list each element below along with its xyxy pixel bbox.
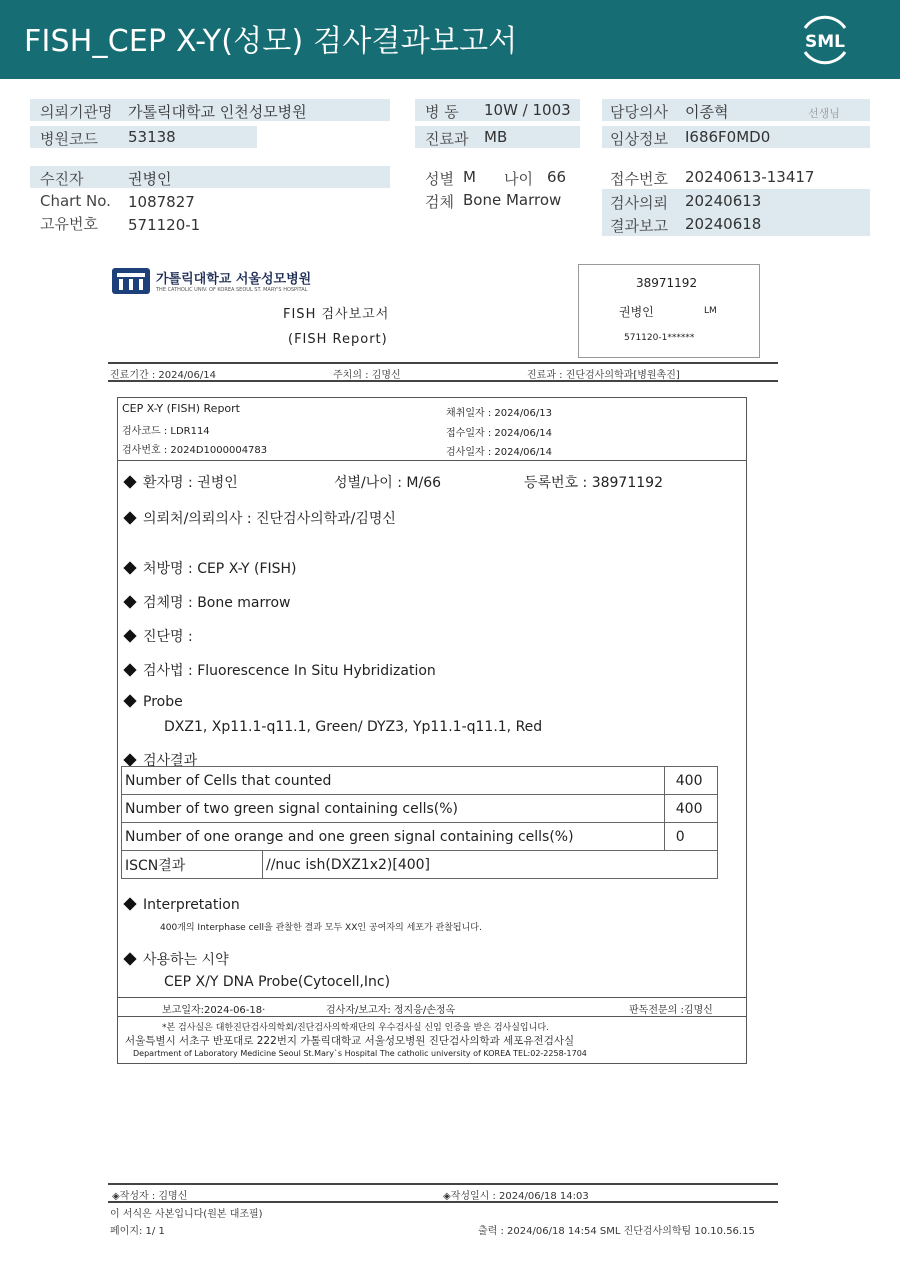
- sex-value: M: [463, 168, 476, 186]
- receipt-date: 접수일자 : 2024/06/14: [446, 428, 553, 439]
- request-label: 검사의뢰: [610, 194, 668, 212]
- prescription-text: 처방명 : CEP X-Y (FISH): [143, 561, 297, 577]
- report-header-rule: [117, 460, 747, 461]
- iscn-value-cell: //nuc ish(DXZ1x2)[400]: [263, 851, 718, 879]
- report-sign-rule: [117, 997, 747, 998]
- interp-text: 400개의 Interphase cell을 관찰한 결과 모두 XX인 공여자의 세포가 관찰됩니다.: [160, 923, 482, 933]
- specimen-text: 검체명 : Bone marrow: [143, 595, 291, 611]
- collect-date: 채취일자 : 2024/06/13: [446, 408, 553, 419]
- dept-label: 진료과: [425, 130, 469, 148]
- scan-mid-rule: [108, 380, 778, 382]
- diamond-bullet-icon: [123, 595, 136, 608]
- chart-value: 1087827: [128, 193, 195, 211]
- chart-label: Chart No.: [40, 192, 111, 210]
- diagnosis-line: [124, 626, 193, 646]
- age-label: 나이: [504, 170, 533, 188]
- specimen-label: 검체: [425, 193, 454, 211]
- hospital-eng: THE CATHOLIC UNIV. OF KOREA SEOUL ST. MARY'S HOSPITAL: [156, 287, 308, 293]
- result-value-cell: 400: [664, 795, 717, 823]
- writer: ◈작성자 : 김명신: [112, 1191, 188, 1202]
- diamond-bullet-icon: [123, 753, 136, 766]
- sex-label: 성별: [425, 170, 454, 188]
- referrer-line: [124, 508, 396, 528]
- patient-bar: [30, 166, 390, 188]
- doc-subtitle: (FISH Report): [288, 332, 388, 347]
- specimen-line: [124, 592, 291, 612]
- probe-desc: DXZ1, Xp11.1-q11.1, Green/ DYZ3, Yp11.1-q11.1, Red: [164, 719, 543, 735]
- method-line: [124, 660, 436, 680]
- diagnosis-text: 진단명 :: [143, 629, 193, 645]
- cert-text: *본 검사실은 대한진단검사의학회/진단검사의학재단의 우수검사실 신임 인증을 받은 검사실입니다.: [162, 1023, 549, 1033]
- result-title-text: 검사결과: [143, 753, 198, 769]
- ward-value: 10W / 1003: [484, 101, 571, 119]
- report-cert-rule: [117, 1016, 747, 1017]
- diamond-bullet-icon: [123, 663, 136, 676]
- method-text: 검사법 : Fluorescence In Situ Hybridization: [143, 663, 436, 679]
- address-eng: Department of Laboratory Medicine Seoul St.Mary`s Hospital The catholic university of KOREA TEL:02-2258-1704: [133, 1049, 587, 1058]
- footer-top-rule: [108, 1183, 778, 1185]
- svg-text:SML: SML: [805, 32, 845, 52]
- age-value: 66: [547, 168, 567, 186]
- box-reg-no: 38971192: [636, 276, 698, 290]
- diamond-bullet-icon: [123, 561, 136, 574]
- printed-info: 출력 : 2024/06/18 14:54 SML 진단검사의학팀 10.10.56.15: [478, 1226, 755, 1237]
- test-no: 검사번호 : 2024D1000004783: [122, 445, 268, 456]
- clinical-value: I686F0MD0: [685, 128, 771, 146]
- box-name: 권병인: [619, 305, 654, 319]
- box-flag: LM: [704, 306, 717, 316]
- test-date: 검사일자 : 2024/06/14: [446, 447, 553, 458]
- box-id: 571120-1******: [624, 333, 695, 343]
- referrer-text: 의뢰처/의뢰의사 : 진단검사의학과/김명신: [143, 511, 396, 527]
- scan-top-rule: [108, 362, 778, 364]
- specimen-value: Bone Marrow: [463, 191, 562, 209]
- doc-title: FISH 검사보고서: [283, 307, 390, 322]
- table-row: [122, 767, 718, 795]
- hosp-code-value: 53138: [128, 128, 176, 146]
- iscn-label-cell: ISCN결과: [122, 851, 263, 879]
- test-code: 검사코드 : LDR114: [122, 426, 210, 437]
- specialist: 판독전문의 :김명신: [629, 1005, 713, 1016]
- table-row: [122, 851, 718, 879]
- hospital-logo-icon: [111, 266, 151, 296]
- hospital-name: 가톨릭대학교 서울성모병원: [156, 272, 312, 287]
- result-label-cell: Number of two green signal containing cells(%): [122, 795, 665, 823]
- sex-age: 성별/나이 : M/66: [334, 475, 442, 491]
- unique-label: 고유번호: [40, 215, 98, 233]
- report-name: CEP X-Y (FISH) Report: [122, 402, 240, 415]
- probe-title-text: Probe: [143, 694, 183, 710]
- table-row: [122, 823, 718, 851]
- receipt-label: 접수번호: [610, 170, 668, 188]
- attending: 주치의 : 김명신: [333, 370, 401, 381]
- scan-dept: 진료과 : 진단검사의학과[병원촉진]: [527, 370, 680, 381]
- interp-title-line: [124, 897, 240, 913]
- results-table: [121, 766, 718, 879]
- ward-label: 병 동: [425, 103, 459, 121]
- reg-no: 등록번호 : 38971192: [524, 475, 663, 491]
- tester: 검사자/보고자: 정지응/손정옥: [326, 1005, 456, 1016]
- period: 진료기간 : 2024/06/14: [110, 370, 217, 381]
- hosp-code-label: 병원코드: [40, 130, 98, 148]
- receipt-value: 20240613-13417: [685, 168, 815, 186]
- diamond-bullet-icon: [123, 629, 136, 642]
- prescription-line: [124, 558, 297, 578]
- copy-note: 이 서식은 사본입니다(원본 대조필): [110, 1209, 263, 1220]
- result-label-cell: Number of Cells that counted: [122, 767, 665, 795]
- page-number: 페이지: 1/ 1: [110, 1226, 165, 1237]
- result-value-cell: 400: [664, 767, 717, 795]
- written-time: ◈작성일시 : 2024/06/18 14:03: [443, 1191, 589, 1202]
- doctor-suffix: 선생님: [808, 107, 840, 120]
- patient-label: 수진자: [40, 170, 84, 188]
- diamond-bullet-icon: [123, 694, 136, 707]
- patient-value: 권병인: [128, 170, 172, 188]
- footer-mid-rule: [108, 1201, 778, 1203]
- unique-value: 571120-1: [128, 216, 201, 234]
- inst-value: 가톨릭대학교 인천성모병원: [128, 103, 307, 121]
- inst-label: 의뢰기관명: [40, 103, 113, 121]
- patient-name-line: [124, 472, 238, 492]
- request-value: 20240613: [685, 192, 762, 210]
- doctor-label: 담당의사: [610, 103, 668, 121]
- diamond-bullet-icon: [123, 475, 136, 488]
- reagent-title-line: [124, 949, 229, 969]
- patient-name-text: 환자명 : 권병인: [143, 475, 238, 491]
- dept-value: MB: [484, 128, 508, 146]
- probe-title-line: [124, 694, 183, 710]
- result-report-value: 20240618: [685, 215, 762, 233]
- result-label-cell: Number of one orange and one green signal containing cells(%): [122, 823, 665, 851]
- result-value-cell: 0: [664, 823, 717, 851]
- clinical-label: 임상정보: [610, 130, 668, 148]
- table-row: [122, 795, 718, 823]
- sml-logo-icon: [797, 14, 853, 66]
- page-title: FISH_CEP X-Y(성모) 검사결과보고서: [24, 24, 518, 59]
- diamond-bullet-icon: [123, 952, 136, 965]
- interp-title-text: Interpretation: [143, 897, 240, 913]
- report-date: 보고일자:2024-06-18·: [162, 1005, 266, 1016]
- diamond-bullet-icon: [123, 897, 136, 910]
- address: 서울특별시 서초구 반포대로 222번지 가톨릭대학교 서울성모병원 진단검사의학과 세포유전검사실: [125, 1035, 575, 1047]
- reagent-text: CEP X/Y DNA Probe(Cytocell,Inc): [164, 974, 391, 990]
- result-report-label: 결과보고: [610, 217, 668, 235]
- diamond-bullet-icon: [123, 511, 136, 524]
- reagent-title-text: 사용하는 시약: [143, 952, 229, 968]
- doctor-value: 이종혁: [685, 103, 729, 121]
